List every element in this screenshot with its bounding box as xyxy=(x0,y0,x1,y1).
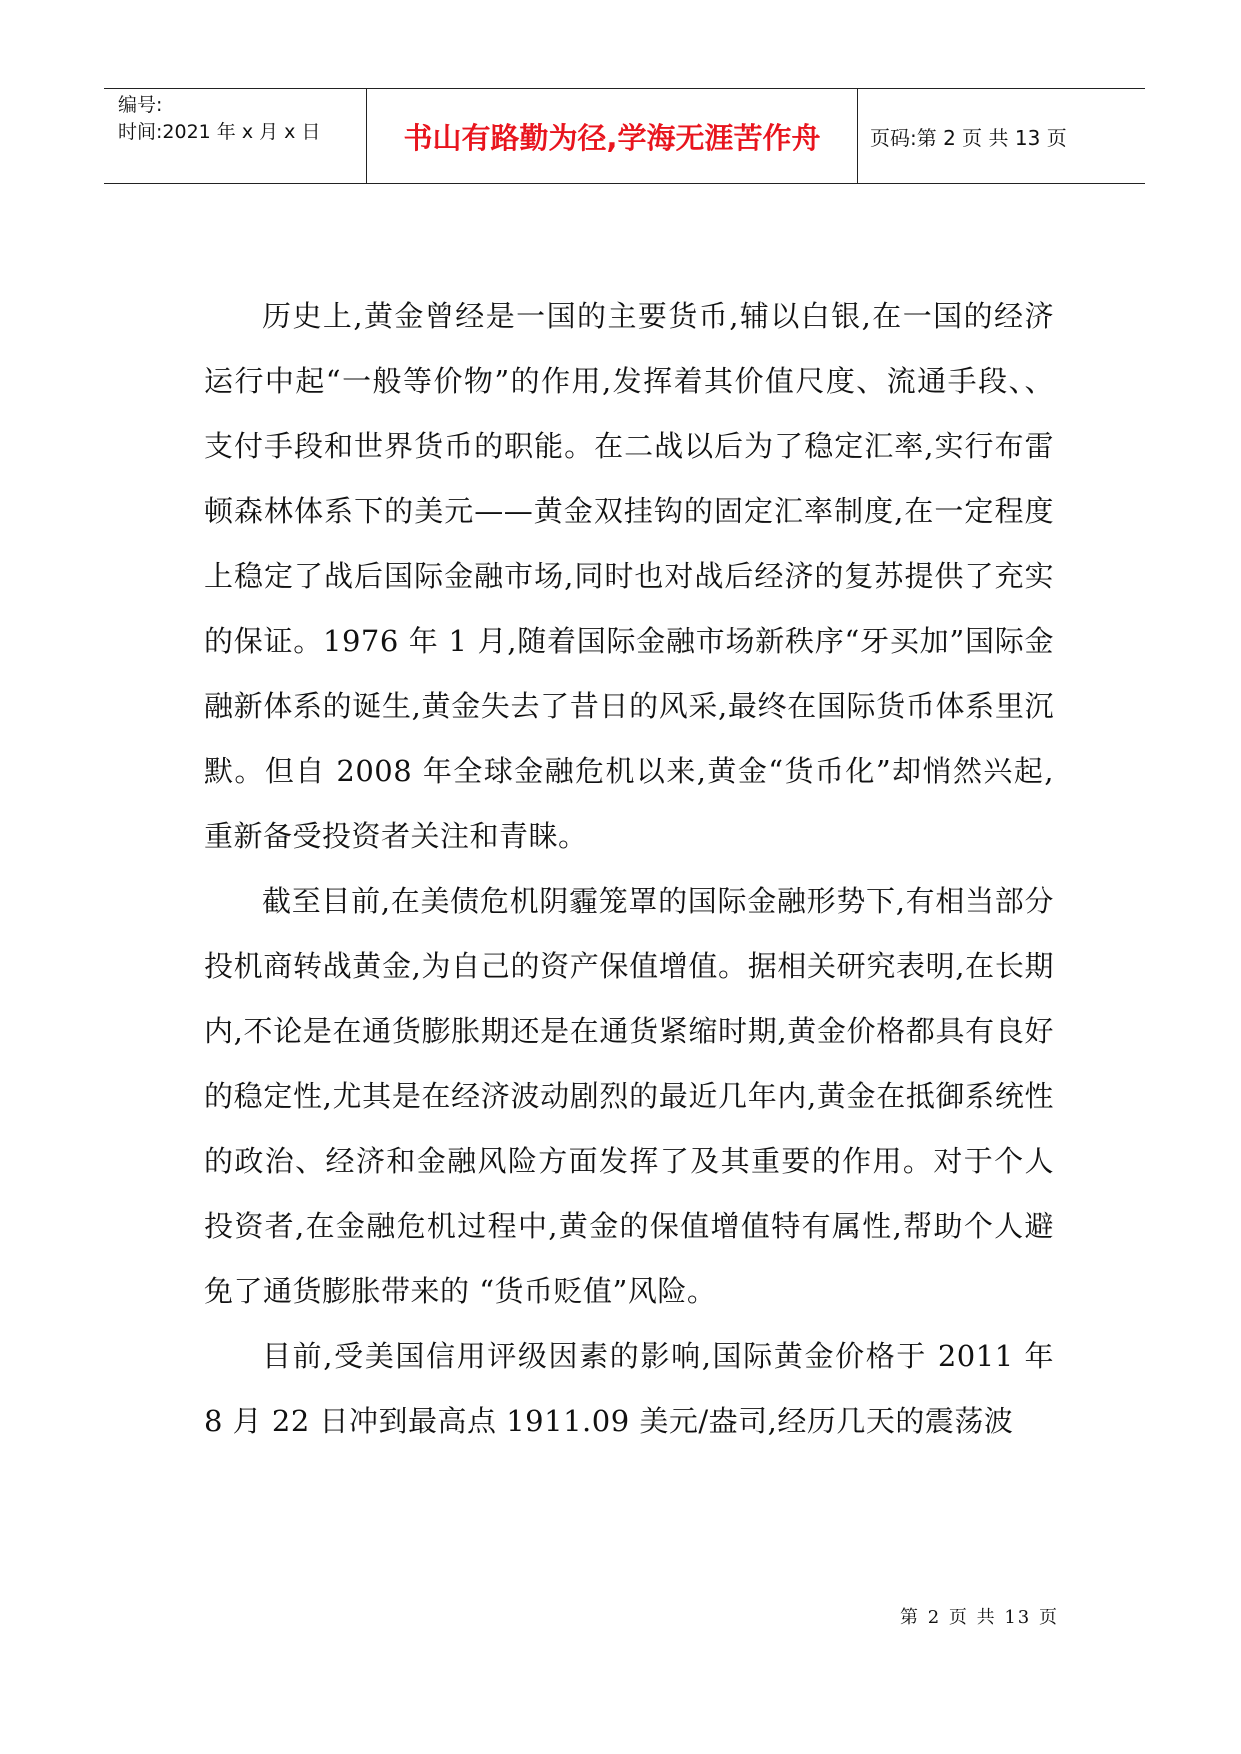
paragraph: 历史上,黄金曾经是一国的主要货币,辅以白银,在一国的经济运行中起“一般等价物”的作用,发挥着其价值尺度、流通手段、、支付手段和世界货币的职能。在二战以后为了稳定汇率,实行布雷顿森林体系下的美元——黄金双挂钩的固定汇率制度,在一定程度上稳定了战后国际金融市场,同时也对战后经济的复苏提供了充实的保证。1976 年 1 月,随着国际金融市场新秩序“牙买加”国际金融新体系的诞生,黄金失去了昔日的风采,最终在国际货币体系里沉默。但自 2008 年全球金融危机以来,黄金“货币化”却悄然兴起,重新备受投资者关注和青睐。 xyxy=(204,299,1054,853)
header-meta xyxy=(118,92,358,146)
header-page-label: 页码:第 2 页 共 13 页 xyxy=(870,125,1067,150)
header-motto: 书山有路勤为径,学海无涯苦作舟 xyxy=(403,120,821,155)
paragraph: 目前,受美国信用评级因素的影响,国际黄金价格于 2011 年 8 月 22 日冲到最高点 1911.09 美元/盎司,经历几天的震荡波 xyxy=(204,1339,1054,1438)
paragraph: 截至目前,在美债危机阴霾笼罩的国际金融形势下,有相当部分投机商转战黄金,为自己的资产保值增值。据相关研究表明,在长期内,不论是在通货膨胀期还是在通货紧缩时期,黄金价格都具有良好的稳定性,尤其是在经济波动剧烈的最近几年内,黄金在抵御系统性的政治、经济和金融风险方面发挥了及其重要的作用。对于个人投资者,在金融危机过程中,黄金的保值增值特有属性,帮助个人避免了通货膨胀带来的 “货币贬值”风险。 xyxy=(204,884,1054,1308)
document-body xyxy=(204,284,1054,1454)
page-footer: 第 2 页 共 13 页 xyxy=(900,1607,1059,1628)
serial-label: 编号: xyxy=(118,94,163,116)
header-divider xyxy=(857,88,858,184)
page-header xyxy=(104,88,1145,184)
time-label: 时间:2021 年 x 月 x 日 xyxy=(118,121,321,143)
